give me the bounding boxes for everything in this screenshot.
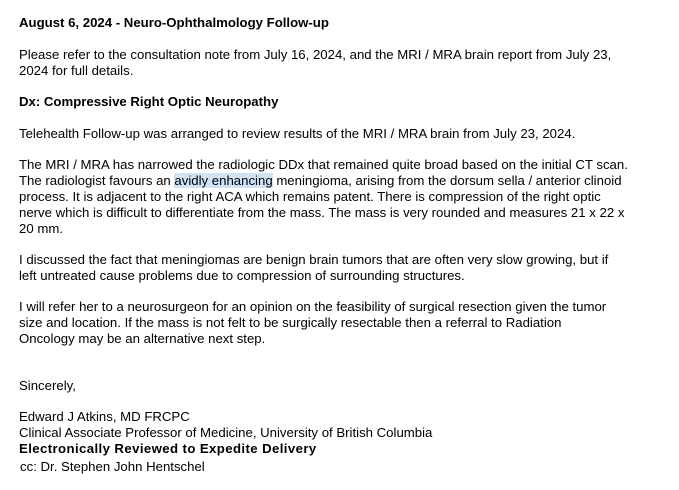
note-header: August 6, 2024 - Neuro-Ophthalmology Follow-up xyxy=(19,15,329,30)
highlighted-text[interactable]: avidly enhancing xyxy=(174,173,273,188)
reviewed-notice: Electronically Reviewed to Expedite Delivery xyxy=(19,441,317,456)
closing-text: Sincerely, xyxy=(19,378,76,393)
telehealth-paragraph: Telehealth Follow-up was arranged to review results of the MRI / MRA brain from July 23, 2024. xyxy=(19,126,576,141)
intro-paragraph: Please refer to the consultation note from July 16, 2024, and the MRI / MRA brain report from July 23, 2024 for full details. xyxy=(19,47,612,78)
mri-paragraph xyxy=(19,157,634,237)
referral-paragraph: I will refer her to a neurosurgeon for an opinion on the feasibility of surgical resection given the tumor size and location. If the mass is not felt to be surgically resectable then a referral to Radiation Oncology may be an alternative next step. xyxy=(19,299,607,346)
cc-line: cc: Dr. Stephen John Hentschel xyxy=(20,459,205,474)
signature-name: Edward J Atkins, MD FRCPC xyxy=(19,409,190,424)
discussion-paragraph: I discussed the fact that meningiomas are benign brain tumors that are often very slow growing, but if left untreated cause problems due to compression of surrounding structures. xyxy=(19,252,609,283)
mri-text-end: meningioma, arising from the dorsum sella / anterior clinoid process. It is adjacent to the right ACA which remains patent. There is compression of the right optic nerve which is difficult to differentiate from the mass. The mass is very rounded and measures 21 x 22 x 20 mm. xyxy=(19,173,625,236)
mri-text-start: The MRI / MRA has narrowed the radiologic DDx that remained quite broad based on the initial CT scan. The radiologist favours an xyxy=(19,157,628,188)
signature-title: Clinical Associate Professor of Medicine, University of British Columbia xyxy=(19,425,433,440)
diagnosis-heading: Dx: Compressive Right Optic Neuropathy xyxy=(19,94,279,109)
